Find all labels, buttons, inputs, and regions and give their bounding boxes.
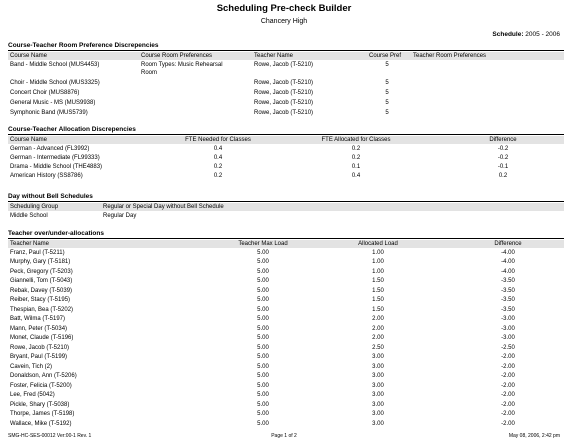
report-title: Scheduling Pre-check Builder (216, 3, 352, 14)
table-row (8, 172, 564, 181)
table-row (8, 212, 564, 221)
teacher-max-load: 5.00 (257, 259, 269, 265)
load-difference: -2.00 (501, 363, 515, 370)
load-difference: -2.00 (501, 354, 515, 360)
teacher-name: Rowe, Jacob (T-5210) (254, 99, 314, 106)
load-difference: -4.00 (501, 268, 515, 275)
course-room-pref: Room (141, 70, 158, 76)
column-header: Difference (494, 240, 522, 247)
course-name: Drama - Middle School (THE4883) (10, 163, 103, 170)
course-pref: 5 (385, 99, 389, 106)
column-header: Course Name (10, 136, 48, 143)
teacher-max-load: 5.00 (257, 344, 269, 351)
allocation-header-row (8, 136, 564, 144)
column-header: Course Room Preferences (141, 52, 213, 59)
table-row (8, 354, 564, 363)
allocated-load: 2.00 (372, 316, 384, 322)
teacher-name: Thorpe, James (T-5198) (10, 411, 75, 417)
room-pref-header-row (8, 52, 564, 60)
table-row (8, 373, 564, 382)
column-header: Teacher Max Load (238, 240, 288, 247)
allocated-load: 2.50 (372, 344, 384, 351)
table-row (8, 297, 564, 306)
fte-allocated: 0.2 (351, 145, 361, 152)
teacher-name: Rowe, Jacob (T-5210) (254, 109, 314, 116)
column-header: Teacher Name (254, 52, 294, 59)
allocated-load: 3.00 (372, 354, 384, 360)
teacher-max-load: 5.00 (257, 335, 269, 341)
section-divider (8, 201, 564, 202)
teacher-name: Thespian, Bea (T-5202) (10, 306, 74, 313)
schedule-label (492, 31, 560, 38)
course-room-pref: Room Types: Music Rehearsal (141, 61, 223, 68)
section-divider (8, 238, 564, 239)
teacher-max-load: 5.00 (257, 297, 269, 303)
column-header: Scheduling Group (10, 203, 59, 210)
teacher-max-load: 5.00 (257, 382, 269, 389)
load-difference: -3.50 (501, 287, 515, 294)
teacher-max-load: 5.00 (257, 268, 269, 275)
table-row (8, 401, 564, 410)
teacher-name: Rowe, Jacob (T-5210) (10, 344, 70, 351)
course-name: Choir - Middle School (MUS3325) (10, 79, 100, 86)
teacher-max-load: 5.00 (257, 354, 269, 360)
load-difference: -2.00 (501, 411, 515, 417)
table-row (8, 344, 564, 353)
load-difference: -4.00 (501, 259, 515, 265)
course-pref: 5 (385, 61, 389, 68)
table-row (8, 259, 564, 268)
teacher-name: Mann, Peter (T-5034) (10, 325, 68, 332)
schedule-label-text: Schedule: (492, 31, 524, 38)
table-row (8, 363, 564, 372)
column-header: Regular or Special Day without Bell Schedule (103, 203, 224, 210)
allocated-load: 3.00 (372, 411, 384, 417)
column-header: Difference (489, 136, 517, 143)
allocated-load: 3.00 (372, 382, 384, 389)
section-divider (8, 134, 564, 135)
fte-needed: 0.4 (213, 145, 223, 152)
no-bell-header-row (8, 203, 564, 211)
allocated-load: 3.00 (372, 392, 384, 398)
teacher-name: Monet, Claude (T-5196) (10, 335, 74, 341)
table-row (8, 316, 564, 325)
teacher-alloc-section-title: Teacher over/under-allocations (8, 230, 104, 237)
table-row (8, 382, 564, 391)
course-name: German - Advanced (FL3992) (10, 145, 90, 152)
teacher-max-load: 5.00 (257, 287, 269, 294)
allocated-load: 1.50 (372, 297, 384, 303)
allocation-section-title: Course-Teacher Allocation Discrepencies (8, 126, 136, 133)
fte-allocated: 0.2 (351, 154, 361, 161)
fte-needed: 0.2 (213, 163, 223, 170)
teacher-name: Foster, Felicia (T-5200) (10, 382, 72, 389)
fte-allocated: 0.4 (351, 172, 361, 179)
teacher-max-load: 5.00 (257, 249, 269, 256)
room-pref-section-title: Course-Teacher Room Preference Discrepencies (8, 42, 159, 49)
course-pref: 5 (385, 89, 389, 96)
table-row (8, 420, 564, 429)
course-name: American History (SS8786) (10, 172, 83, 179)
teacher-name: Pickle, Shary (T-5038) (10, 401, 70, 408)
allocated-load: 1.00 (372, 259, 384, 265)
teacher-max-load: 5.00 (257, 392, 269, 398)
table-row (8, 287, 564, 296)
table-row (8, 392, 564, 401)
table-row (8, 306, 564, 315)
column-header: FTE Needed for Classes (185, 136, 251, 143)
column-header: FTE Allocated for Classes (321, 136, 391, 143)
allocated-load: 1.50 (372, 287, 384, 294)
load-difference: -2.50 (501, 344, 515, 351)
table-row (8, 61, 564, 79)
teacher-name: Rowe, Jacob (T-5210) (254, 89, 314, 96)
load-difference: -3.00 (501, 335, 515, 341)
course-pref: 5 (385, 79, 389, 86)
load-difference: -2.00 (501, 373, 515, 379)
fte-difference: -0.2 (497, 154, 509, 161)
teacher-max-load: 5.00 (257, 325, 269, 332)
column-header: Course Name (10, 52, 48, 59)
table-row (8, 154, 564, 163)
teacher-name: Rowe, Jacob (T-5210) (254, 79, 314, 86)
teacher-name: Rowe, Jacob (T-5210) (254, 61, 314, 68)
section-divider (8, 50, 564, 51)
table-row (8, 145, 564, 154)
table-row (8, 335, 564, 344)
load-difference: -3.00 (501, 325, 515, 332)
column-header: Allocated Load (358, 240, 398, 247)
day-type: Regular Day (103, 212, 137, 219)
teacher-max-load: 5.00 (257, 420, 269, 427)
table-row (8, 99, 564, 108)
table-row (8, 163, 564, 172)
teacher-name: Wallace, Mike (T-5192) (10, 420, 72, 427)
school-name: Chancery High (260, 18, 308, 25)
schedule-value: 2005 - 2006 (525, 31, 560, 38)
teacher-name: Bryant, Paul (T-5199) (10, 354, 68, 360)
teacher-max-load: 5.00 (257, 401, 269, 408)
teacher-max-load: 5.00 (257, 306, 269, 313)
teacher-alloc-header-row (8, 240, 564, 248)
teacher-name: Donaldson, Ann (T-5206) (10, 373, 77, 379)
allocated-load: 3.00 (372, 401, 384, 408)
allocated-load: 1.50 (372, 278, 384, 284)
teacher-name: Batt, Wilma (T-5197) (10, 316, 66, 322)
allocated-load: 2.00 (372, 335, 384, 341)
column-header: Course Pref (369, 52, 402, 59)
table-row (8, 249, 564, 258)
allocated-load: 1.00 (372, 249, 384, 256)
table-row (8, 325, 564, 334)
course-name: Band - Middle School (MUS4453) (10, 61, 100, 68)
load-difference: -3.50 (501, 297, 515, 303)
load-difference: -4.00 (501, 249, 515, 256)
load-difference: -2.00 (501, 392, 515, 398)
column-header: Teacher Room Preferences (413, 52, 487, 59)
allocated-load: 3.00 (372, 363, 384, 370)
allocated-load: 1.50 (372, 306, 384, 313)
table-row (8, 109, 564, 118)
teacher-name: Cavein, Tich (2) (10, 363, 53, 370)
fte-difference: 0.2 (498, 172, 508, 179)
fte-allocated: 0.1 (351, 163, 361, 170)
table-row (8, 411, 564, 420)
teacher-name: Giannelli, Tom (T-5043) (10, 278, 73, 284)
course-pref: 5 (385, 109, 389, 116)
teacher-max-load: 5.00 (257, 363, 269, 370)
teacher-max-load: 5.00 (257, 411, 269, 417)
teacher-max-load: 5.00 (257, 373, 269, 379)
teacher-name: Rebak, Davey (T-5039) (10, 287, 73, 294)
course-name: Concert Choir (MUS8876) (10, 89, 80, 96)
scheduling-group: Middle School (10, 212, 48, 219)
teacher-name: Franz, Paul (T-5211) (10, 249, 65, 256)
fte-needed: 0.2 (213, 172, 223, 179)
load-difference: -3.50 (501, 278, 515, 284)
fte-needed: 0.4 (213, 154, 223, 161)
teacher-name: Lee, Fred (5042) (10, 392, 55, 398)
course-name: General Music - MS (MUS9938) (10, 99, 96, 106)
footer-document-id: SMG-HC-SES-00012 Ver:00-1 Rev. 1 (8, 433, 92, 439)
fte-difference: -0.1 (497, 163, 509, 170)
table-row (8, 89, 564, 98)
teacher-name: Murphy, Gary (T-5181) (10, 259, 71, 265)
allocated-load: 3.00 (372, 373, 384, 379)
table-row (8, 79, 564, 88)
teacher-name: Peck, Gregory (T-5203) (10, 268, 73, 275)
table-row (8, 268, 564, 277)
footer-timestamp: May 08, 2006, 2:42 pm (508, 433, 560, 439)
fte-difference: -0.2 (497, 145, 509, 152)
course-name: German - Intermediate (FL99333) (10, 154, 100, 161)
column-header: Teacher Name (10, 240, 50, 247)
load-difference: -2.00 (501, 401, 515, 408)
allocated-load: 1.00 (372, 268, 384, 275)
load-difference: -3.00 (501, 316, 515, 322)
footer-page-number: Page 1 of 2 (271, 433, 297, 439)
course-name: Symphonic Band (MUS5739) (10, 109, 88, 116)
allocated-load: 3.00 (372, 420, 384, 427)
no-bell-section-title: Day without Bell Schedules (8, 193, 93, 200)
teacher-max-load: 5.00 (257, 278, 269, 284)
teacher-max-load: 5.00 (257, 316, 269, 322)
load-difference: -2.00 (501, 382, 515, 389)
allocated-load: 2.00 (372, 325, 384, 332)
teacher-name: Reiber, Stacy (T-5195) (10, 297, 71, 303)
load-difference: -2.00 (501, 420, 515, 427)
table-row (8, 278, 564, 287)
load-difference: -3.50 (501, 306, 515, 313)
